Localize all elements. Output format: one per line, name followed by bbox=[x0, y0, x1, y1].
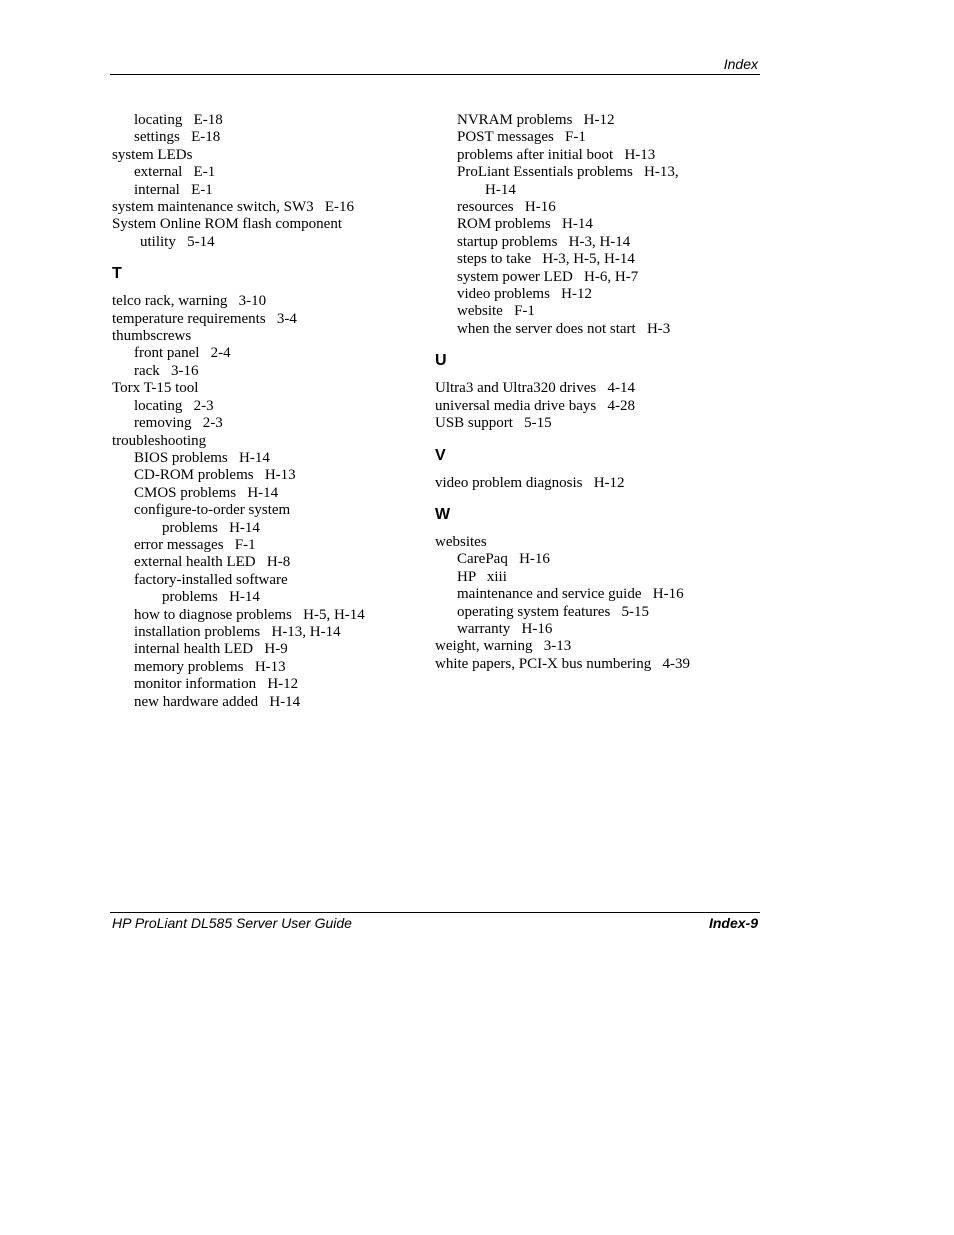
index-entry: settings E-18 bbox=[134, 129, 221, 146]
index-entry: problems H-14 bbox=[162, 589, 260, 606]
page-number: Index-9 bbox=[708, 915, 758, 931]
index-entry: how to diagnose problems H-5, H-14 bbox=[134, 606, 365, 623]
index-entry: operating system features 5-15 bbox=[457, 603, 650, 620]
index-entry: CD-ROM problems H-13 bbox=[134, 467, 296, 484]
index-entry: removing 2-3 bbox=[134, 415, 223, 432]
index-entry: internal health LED H-9 bbox=[134, 641, 288, 658]
index-entry: startup problems H-3, H-14 bbox=[457, 233, 631, 250]
index-column-right bbox=[435, 112, 755, 673]
index-entry: rack 3-16 bbox=[134, 362, 199, 379]
index-entry: system power LED H-6, H-7 bbox=[457, 268, 639, 285]
index-entry: telco rack, warning 3-10 bbox=[112, 293, 267, 310]
index-entry: locating E-18 bbox=[134, 112, 223, 128]
index-entry: maintenance and service guide H-16 bbox=[457, 586, 684, 603]
index-entry: front panel 2-4 bbox=[134, 345, 231, 362]
index-entry: warranty H-16 bbox=[457, 620, 553, 637]
index-entry: external E-1 bbox=[134, 164, 216, 181]
index-entry: HP xiii bbox=[457, 568, 507, 585]
index-entry: resources H-16 bbox=[457, 199, 556, 216]
index-entry: locating 2-3 bbox=[134, 397, 214, 414]
index-entry: new hardware added H-14 bbox=[134, 693, 301, 710]
footer-guide-title: HP ProLiant DL585 Server User Guide bbox=[112, 915, 352, 931]
index-entry: monitor information H-12 bbox=[134, 676, 299, 693]
index-entry: website F-1 bbox=[457, 303, 535, 320]
index-entry: system LEDs bbox=[112, 146, 193, 163]
index-letter-heading: T bbox=[112, 265, 122, 283]
index-entry: H-14 bbox=[485, 181, 516, 198]
index-entry: weight, warning 3-13 bbox=[435, 638, 572, 655]
index-entry: installation problems H-13, H-14 bbox=[134, 623, 341, 640]
index-entry: white papers, PCI-X bus numbering 4-39 bbox=[435, 655, 690, 672]
index-entry: problems after initial boot H-13 bbox=[457, 146, 656, 163]
index-entry: video problems H-12 bbox=[457, 286, 592, 303]
index-entry: POST messages F-1 bbox=[457, 129, 586, 146]
index-entry: websites bbox=[435, 533, 487, 550]
index-entry: memory problems H-13 bbox=[134, 658, 286, 675]
index-letter-heading: W bbox=[435, 505, 451, 523]
index-entry: USB support 5-15 bbox=[435, 415, 552, 432]
index-entry: temperature requirements 3-4 bbox=[112, 310, 297, 327]
index-entry: internal E-1 bbox=[134, 181, 213, 198]
header-rule bbox=[110, 74, 760, 75]
index-entry: error messages F-1 bbox=[134, 536, 256, 553]
index-entry: thumbscrews bbox=[112, 328, 192, 345]
index-entry: System Online ROM flash component bbox=[112, 216, 342, 233]
index-entry: CMOS problems H-14 bbox=[134, 484, 279, 501]
index-entry: steps to take H-3, H-5, H-14 bbox=[457, 251, 635, 268]
index-entry: external health LED H-8 bbox=[134, 554, 291, 571]
index-entry: CarePaq H-16 bbox=[457, 551, 550, 568]
index-letter-heading: V bbox=[435, 446, 446, 464]
index-entry: when the server does not start H-3 bbox=[457, 320, 671, 337]
index-entry: ProLiant Essentials problems H-13, bbox=[457, 164, 679, 181]
index-letter-heading: U bbox=[435, 352, 447, 370]
index-entry: Torx T-15 tool bbox=[112, 380, 199, 397]
index-entry: troubleshooting bbox=[112, 432, 207, 449]
running-header: Index bbox=[723, 56, 758, 72]
index-entry: video problem diagnosis H-12 bbox=[435, 474, 625, 491]
index-entry: NVRAM problems H-12 bbox=[457, 112, 615, 128]
index-entry: ROM problems H-14 bbox=[457, 216, 593, 233]
index-entry: configure-to-order system bbox=[134, 502, 291, 519]
index-column-left bbox=[112, 112, 422, 711]
index-entry: factory-installed software bbox=[134, 571, 288, 588]
index-entry: BIOS problems H-14 bbox=[134, 449, 270, 466]
index-entry: universal media drive bays 4-28 bbox=[435, 397, 635, 414]
index-entry: utility 5-14 bbox=[140, 233, 215, 250]
footer-rule bbox=[110, 912, 760, 913]
index-entry: problems H-14 bbox=[162, 519, 260, 536]
index-entry: Ultra3 and Ultra320 drives 4-14 bbox=[435, 380, 635, 397]
index-entry: system maintenance switch, SW3 E-16 bbox=[112, 199, 355, 216]
